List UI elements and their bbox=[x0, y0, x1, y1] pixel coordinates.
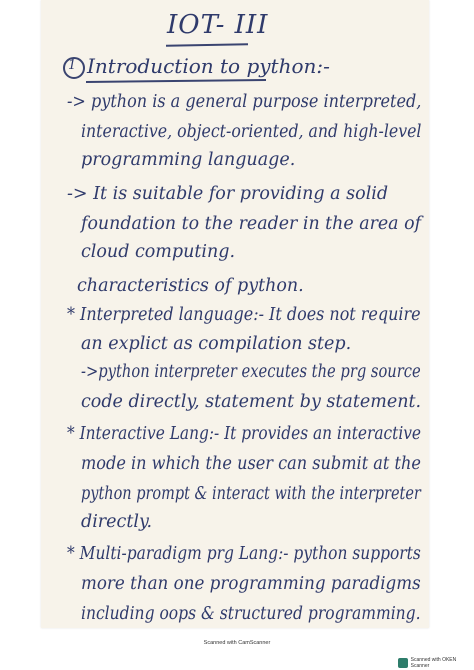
handwritten-line: directly. bbox=[81, 512, 153, 532]
handwritten-line: mode in which the user can submit at the bbox=[81, 454, 421, 474]
title-underline bbox=[166, 43, 248, 46]
handwritten-line: code directly, statement by statement. bbox=[81, 392, 422, 412]
handwritten-line: -> python is a general purpose interpreted, bbox=[67, 92, 422, 112]
handwritten-line: an explict as compilation step. bbox=[81, 334, 352, 354]
page-title: IOT- III bbox=[167, 10, 269, 40]
scanner-corner-text: Scanned with OKEN Scanner bbox=[410, 656, 457, 669]
heading-underline bbox=[86, 79, 266, 83]
handwritten-line: * Interactive Lang:- It provides an interactive bbox=[67, 424, 422, 444]
handwritten-line: more than one programming paradigms bbox=[81, 574, 421, 594]
handwritten-line: cloud computing. bbox=[81, 242, 236, 262]
handwritten-line: python prompt & interact with the interpreter bbox=[81, 484, 421, 504]
section-heading: Introduction to python:- bbox=[87, 54, 330, 78]
section-number: 1 bbox=[68, 58, 77, 73]
handwritten-line: characteristics of python. bbox=[77, 276, 304, 296]
scanner-corner-badge bbox=[398, 655, 474, 670]
handwritten-line: foundation to the reader in the area of bbox=[81, 214, 422, 234]
handwritten-line: interactive, object-oriented, and high-level bbox=[81, 122, 422, 142]
handwritten-line: ->python interpreter executes the prg source bbox=[81, 362, 421, 382]
handwritten-line: -> It is suitable for providing a solid bbox=[67, 184, 389, 204]
handwritten-line: including oops & structured programming. bbox=[81, 604, 421, 624]
handwritten-line: * Multi-paradigm prg Lang:- python supports bbox=[67, 544, 421, 564]
notebook-page bbox=[41, 0, 429, 628]
handwritten-line: * Interpreted language:- It does not require bbox=[67, 305, 421, 325]
handwritten-line: programming language. bbox=[81, 150, 296, 170]
scanner-watermark: Scanned with CamScanner bbox=[203, 640, 271, 646]
scanner-logo-icon bbox=[398, 658, 408, 668]
